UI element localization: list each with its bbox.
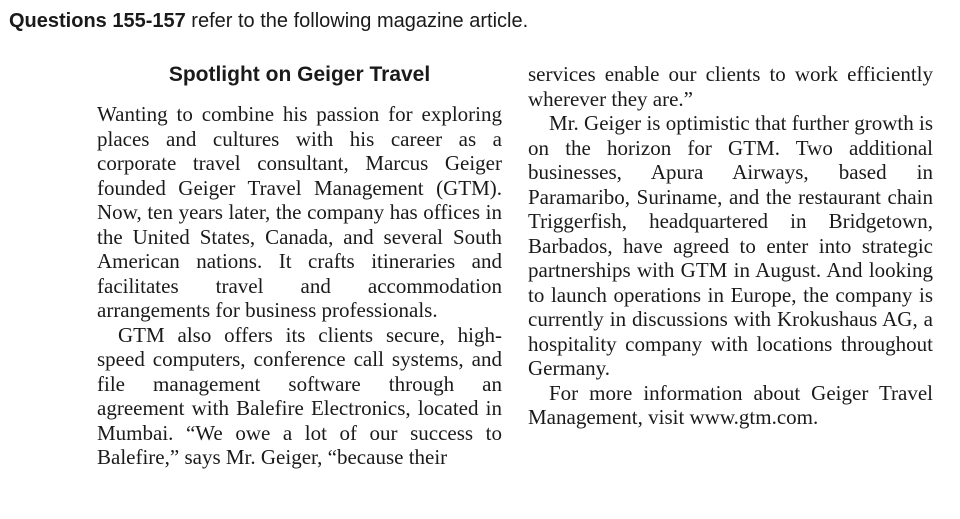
article-right-column	[528, 62, 933, 430]
article-paragraph-4: For more information about Geiger Travel Management, visit www.gtm.com.	[528, 380, 933, 429]
article-paragraph-1: Wanting to combine his passion for exploring places and cultures with his career as a corporate travel consultant, Marcus Geiger founded Geiger Travel Management (GTM). Now, ten years later, the company has offices in the United States, Canada, and several South American nations. It crafts itineraries and facilitates travel and accommodation arrangements for business professionals.	[97, 102, 502, 322]
article-paragraph-3: Mr. Geiger is optimistic that further growth is on the horizon for GTM. Two additional businesses, Apura Airways, based in Paramaribo, Suriname, and the restaurant chain Triggerfish, headquartered in Bridgetown, Barbados, have agreed to enter into strategic partnerships with GTM in August. And looking to launch operations in Europe, the company is currently in discussions with Krokushaus AG, a hospitality company with locations throughout Germany.	[528, 111, 933, 380]
article-title: Spotlight on Geiger Travel	[168, 63, 431, 86]
question-header	[9, 9, 528, 33]
question-range: Questions 155-157	[9, 10, 186, 32]
article-paragraph-2: GTM also offers its clients secure, high-speed computers, conference call systems, and file management software through an agreement with Balefire Electronics, located in Mumbai. “We owe a lot of our success to Balefire,” says Mr. Geiger, “because their	[97, 322, 502, 469]
question-instruction: refer to the following magazine article.	[185, 10, 529, 32]
article-left-column	[97, 102, 502, 470]
article-paragraph-continued: services enable our clients to work efficiently wherever they are.”	[528, 62, 933, 111]
